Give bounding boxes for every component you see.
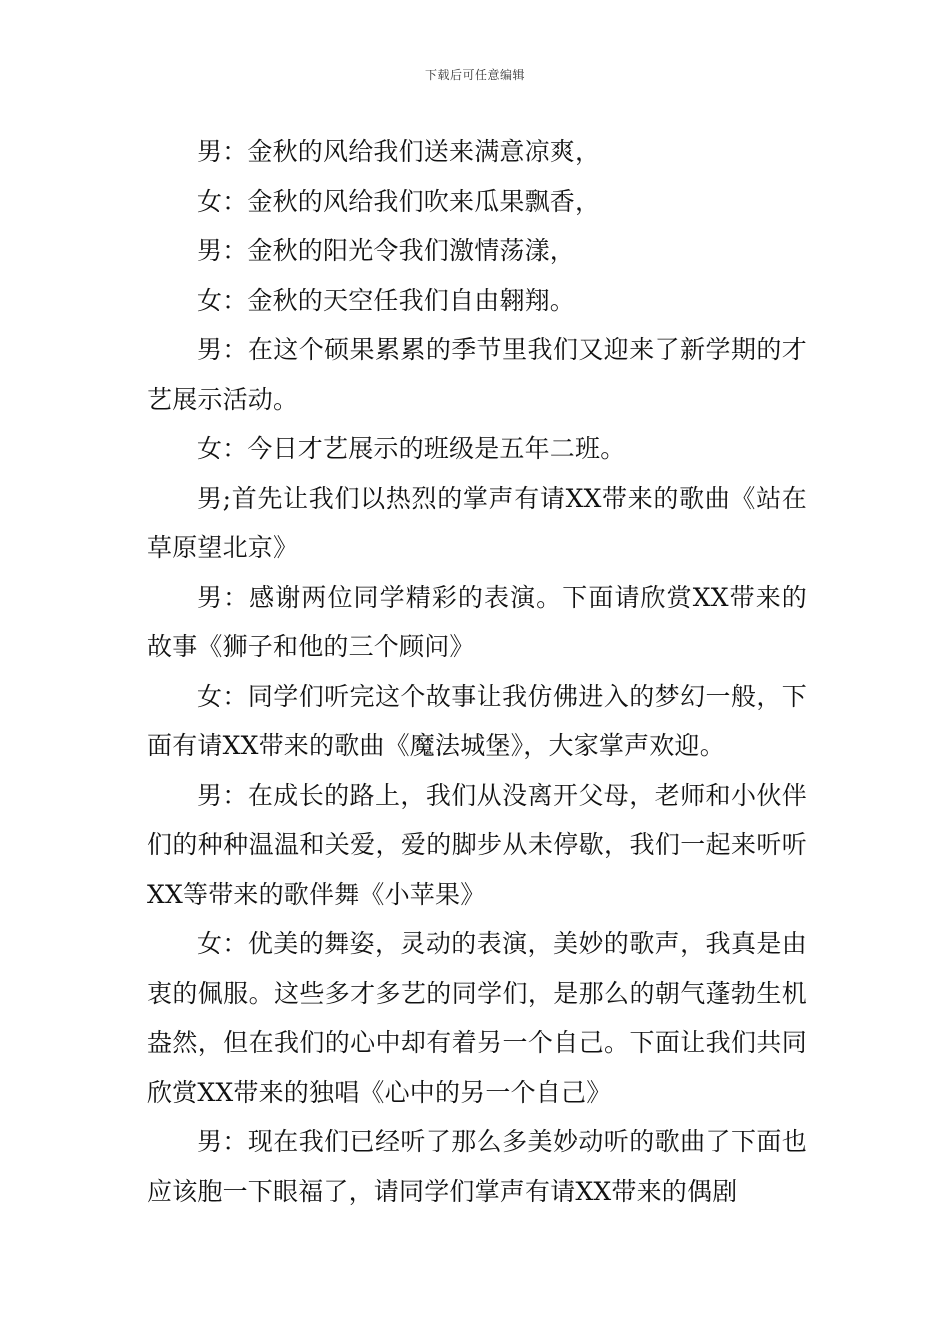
document-body [147,127,807,1216]
dialogue-line: 女：金秋的风给我们吹来瓜果飘香， [197,186,601,216]
dialogue-line: 女：同学们听完这个故事让我仿佛进入的梦幻一般，下面有请XX带来的歌曲《魔法城堡》，大家掌声欢迎。 [147,681,807,760]
dialogue-line: 男：感谢两位同学精彩的表演。下面请欣赏XX带来的故事《狮子和他的三个顾问》 [147,582,807,661]
header-note: 下载后可任意编辑 [424,68,525,82]
dialogue-line: 女：金秋的天空任我们自由翱翔。 [197,285,576,315]
dialogue-line: 女：今日才艺展示的班级是五年二班。 [197,434,626,463]
dialogue-line: 男：现在我们已经听了那么多美妙动听的歌曲了下面也应该胞一下眼福了，请同学们掌声有请XX带来的偶剧 [147,1127,807,1206]
dialogue-line: 男：在成长的路上，我们从没离开父母，老师和小伙伴们的种种温温和关爱，爱的脚步从未停歇，我们一起来听听XX等带来的歌伴舞《小苹果》 [147,780,807,909]
dialogue-line: 女：优美的舞姿，灵动的表演，美妙的歌声，我真是由衷的佩服。这些多才多艺的同学们，是那么的朝气蓬勃生机盎然，但在我们的心中却有着另一个自己。下面让我们共同欣赏XX带来的独唱《心中的另一个自己》 [147,929,807,1107]
dialogue-line: 男;首先让我们以热烈的掌声有请XX带来的歌曲《站在草原望北京》 [147,483,807,562]
dialogue-line: 男：在这个硕果累累的季节里我们又迎来了新学期的才艺展示活动。 [147,335,807,414]
dialogue-line: 男：金秋的阳光令我们激情荡漾， [197,236,576,265]
dialogue-line: 男：金秋的风给我们送来满意凉爽， [197,137,601,166]
